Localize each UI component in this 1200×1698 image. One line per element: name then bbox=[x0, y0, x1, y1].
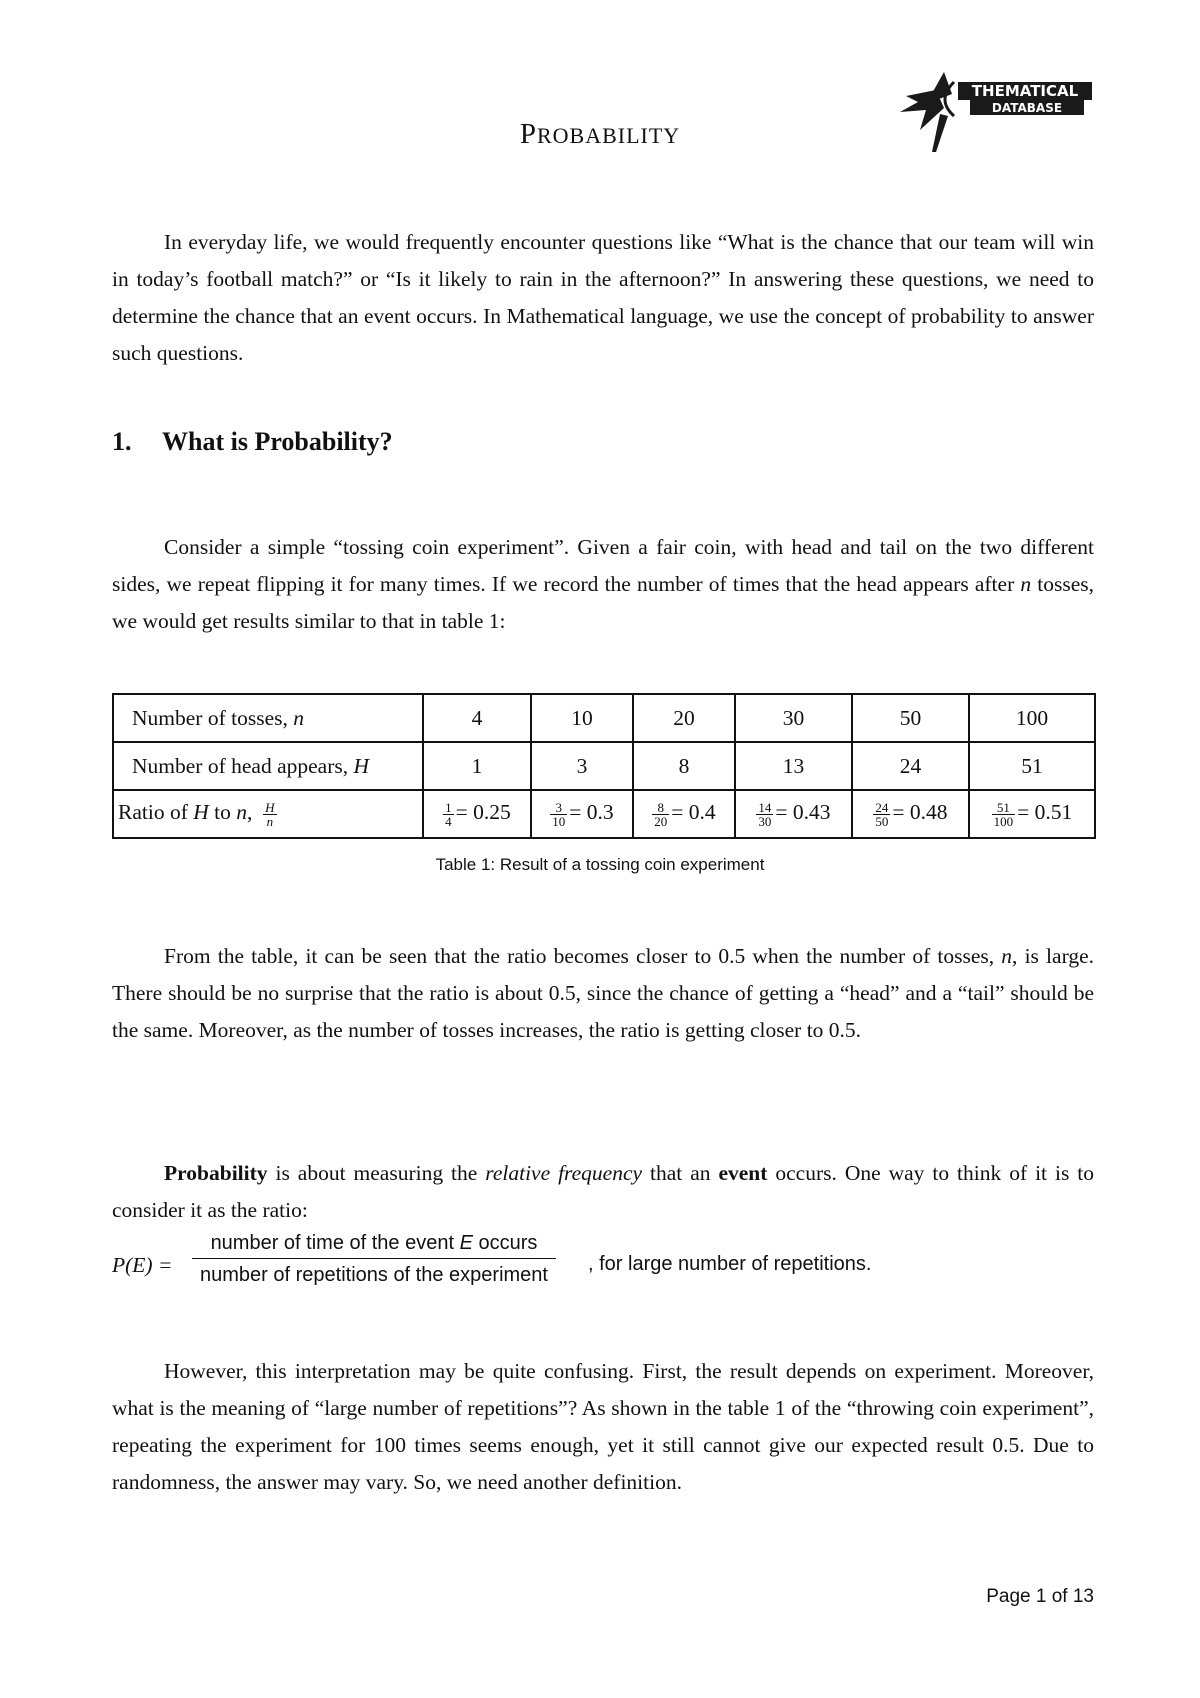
table-row bbox=[113, 742, 1095, 790]
table-cell: 100 bbox=[969, 694, 1095, 742]
svg-text:DATABASE: DATABASE bbox=[991, 101, 1063, 115]
results-table bbox=[112, 693, 1096, 839]
fraction: $\frac{24}{50}$ bbox=[875, 799, 889, 829]
table-caption: Table 1: Result of a tossing coin experiment bbox=[435, 855, 765, 874]
table-cell: $\frac{14}{30}$ = 0.43 bbox=[735, 790, 852, 838]
table-cell: $\frac{1}{4}$ = 0.25 bbox=[423, 790, 531, 838]
table-cell: 4 bbox=[423, 694, 531, 742]
page-title: PROBABILITY bbox=[519, 118, 681, 150]
fraction: $\frac{8}{20}$ bbox=[654, 799, 668, 829]
row-label-tosses: Number of tosses, n bbox=[113, 694, 423, 742]
fraction: $\frac{3}{10}$ bbox=[552, 799, 566, 829]
row-label-ratio: Ratio of H to n, $\frac{H}{n}$ bbox=[113, 790, 423, 838]
table-cell: 3 bbox=[531, 742, 633, 790]
table-cell: 8 bbox=[633, 742, 735, 790]
table-row bbox=[113, 694, 1095, 742]
row-label-heads: Number of head appears, H bbox=[113, 742, 423, 790]
fraction: $\frac{14}{30}$ bbox=[758, 799, 772, 829]
table-cell: 20 bbox=[633, 694, 735, 742]
table-row bbox=[113, 790, 1095, 838]
experiment-paragraph: Consider a simple “tossing coin experiment”. Given a fair coin, with head and tail on the two different sides, we repeat flipping it for many times. If we record the number of times that the head appears after n tosses, we would get results similar to that in table 1: bbox=[112, 535, 1094, 633]
fraction: $\frac{51}{100}$ bbox=[993, 799, 1014, 829]
table-cell: $\frac{51}{100}$ = 0.51 bbox=[969, 790, 1095, 838]
intro-paragraph: In everyday life, we would frequently encounter questions like “What is the chance that our team will win in today’s football match?” or “Is it likely to rain in the afternoon?” In answering these questions, we need to determine the chance that an event occurs. In Mathematical language, we use the concept of probability to answer such questions. bbox=[112, 230, 1094, 365]
section-number: 1. bbox=[112, 427, 132, 456]
svg-text:THEMATICAL: THEMATICAL bbox=[971, 82, 1079, 100]
table-cell: $\frac{24}{50}$ = 0.48 bbox=[852, 790, 969, 838]
fraction: $\frac{1}{4}$ bbox=[445, 799, 452, 829]
formula-fraction bbox=[192, 1232, 556, 1287]
formula-suffix: , for large number of repetitions. bbox=[588, 1253, 872, 1275]
section-title: What is Probability? bbox=[162, 427, 393, 456]
table-cell: 24 bbox=[852, 742, 969, 790]
definition-paragraph: Probability is about measuring the relative frequency that an event occurs. One way to think of it is to consider it as the ratio: bbox=[112, 1161, 1094, 1222]
table-cell: 50 bbox=[852, 694, 969, 742]
table-cell: 30 bbox=[735, 694, 852, 742]
observation-paragraph: From the table, it can be seen that the ratio becomes closer to 0.5 when the number of tosses, n, is large. There should be no surprise that the ratio is about 0.5, since the chance of getting a “head” and a “tail” should be the same. Moreover, as the number of tosses increases, the ratio is getting closer to 0.5. bbox=[112, 944, 1095, 1042]
table-cell: 13 bbox=[735, 742, 852, 790]
fraction: $\frac{H}{n}$ bbox=[265, 799, 275, 829]
table-cell: $\frac{3}{10}$ = 0.3 bbox=[531, 790, 633, 838]
probability-formula bbox=[112, 1232, 1094, 1302]
section-heading bbox=[112, 427, 393, 457]
interpretation-paragraph: However, this interpretation may be quite confusing. First, the result depends on experiment. Moreover, what is the meaning of “large number of repetitions”? As shown in the table 1 of the “throwing coin experiment”, repeating the experiment for 100 times seems enough, yet it still cannot give our expected result 0.5. Due to randomness, the answer may vary. So, we need another definition. bbox=[112, 1359, 1094, 1494]
table-cell: 51 bbox=[969, 742, 1095, 790]
formula-lhs: P(E) = bbox=[112, 1253, 173, 1277]
formula-numerator: number of time of the event E occurs bbox=[192, 1232, 556, 1259]
table-cell: 1 bbox=[423, 742, 531, 790]
page-number: Page 1 of 13 bbox=[986, 1586, 1094, 1607]
table-cell: 10 bbox=[531, 694, 633, 742]
formula-denominator: number of repetitions of the experiment bbox=[200, 1264, 548, 1286]
table-cell: $\frac{8}{20}$ = 0.4 bbox=[633, 790, 735, 838]
